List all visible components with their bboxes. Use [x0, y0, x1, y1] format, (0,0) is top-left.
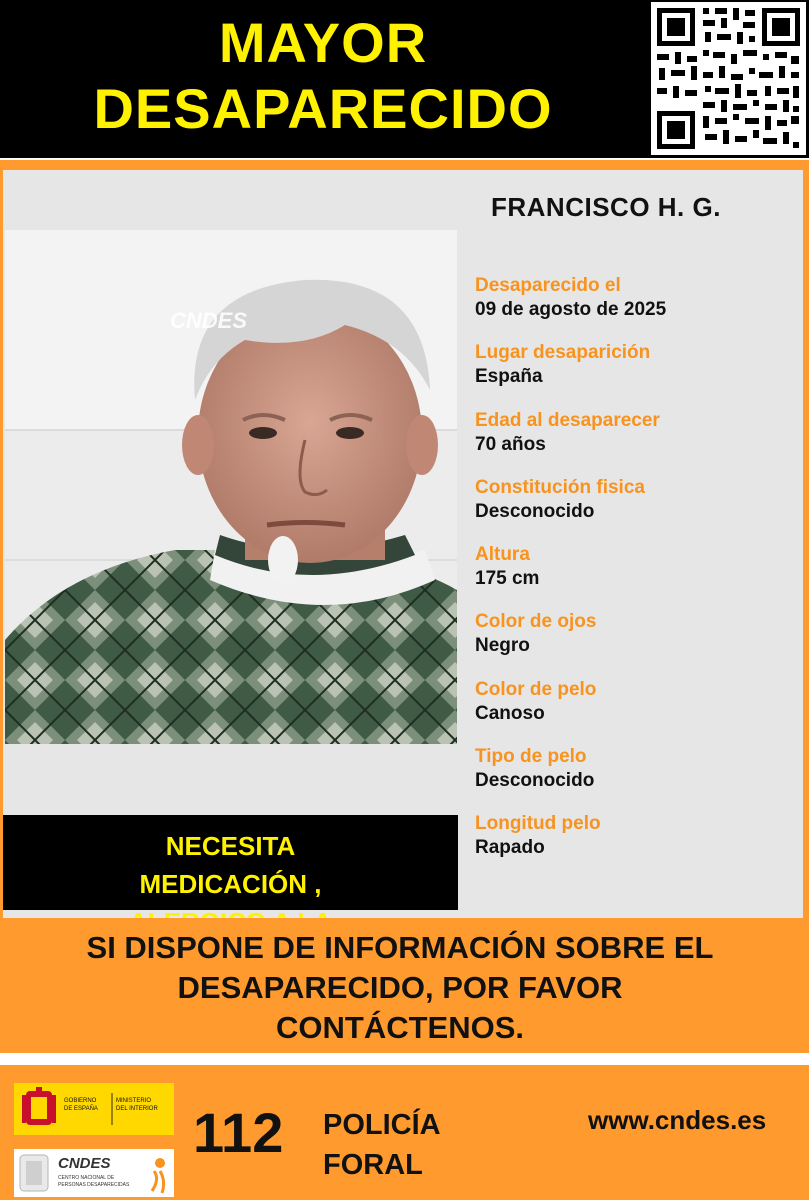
- website-link[interactable]: www.cndes.es: [588, 1105, 767, 1135]
- detail-height: [475, 543, 795, 610]
- page-title: [0, 10, 646, 142]
- detail-label: Tipo de pelo: [475, 746, 587, 768]
- detail-build: [475, 476, 795, 543]
- qr-code-icon[interactable]: [651, 2, 806, 155]
- detail-value: Desconocido: [475, 500, 595, 522]
- detail-value: Desconocido: [475, 770, 595, 792]
- info-panel: [3, 170, 803, 920]
- police-name: [323, 1105, 441, 1185]
- photo-watermark: CNDES: [170, 308, 248, 333]
- title-line-1: MAYOR: [218, 11, 428, 74]
- detail-label: Desaparecido el: [475, 275, 621, 296]
- detail-eye-color: [475, 610, 795, 677]
- cndes-name: CNDES: [58, 1155, 111, 1172]
- medication-line-1: NECESITA: [165, 831, 296, 861]
- gov-text-line-1: GOBIERNO: [64, 1098, 97, 1104]
- ministry-text-line-2: DEL INTERIOR: [116, 1106, 158, 1112]
- contact-line-2: DESAPARECIDO, POR FAVOR: [177, 970, 623, 1005]
- detail-label: Edad al desaparecer: [475, 409, 660, 431]
- detail-location: [475, 341, 795, 408]
- coat-of-arms-icon: [22, 1087, 56, 1125]
- person-name: FRANCISCO H. G.: [491, 192, 721, 222]
- footer-divider: [0, 1053, 809, 1065]
- contact-message: [30, 928, 770, 1048]
- detail-hair-type: [475, 745, 795, 812]
- medication-line-2: MEDICACIÓN ,: [139, 869, 322, 899]
- detail-label: Color de ojos: [475, 611, 597, 633]
- detail-value: España: [475, 366, 543, 388]
- detail-value: 175 cm: [475, 568, 540, 590]
- detail-label: Constitución fisica: [475, 476, 645, 498]
- person-photo: [5, 230, 457, 744]
- police-line-2: FORAL: [323, 1149, 423, 1181]
- detail-label: Longitud pelo: [475, 813, 601, 835]
- cndes-sub-line-2: PERSONAS DESAPARECIDAS: [58, 1182, 130, 1188]
- detail-label: Color de pelo: [475, 678, 597, 700]
- detail-hair-color: [475, 678, 795, 745]
- info-section: [0, 170, 809, 920]
- detail-value: 09 de agosto de 2025: [475, 299, 667, 320]
- detail-value: Canoso: [475, 702, 545, 724]
- detail-value: 70 años: [475, 433, 546, 455]
- detail-hair-length: [475, 812, 795, 879]
- details-list: [475, 274, 795, 880]
- detail-value: Negro: [475, 635, 530, 657]
- title-line-2: DESAPARECIDO: [93, 77, 553, 140]
- detail-missing-date: [475, 274, 795, 341]
- contact-line-1: SI DISPONE DE INFORMACIÓN SOBRE EL: [86, 930, 714, 965]
- cndes-sub-line-1: CENTRO NACIONAL DE: [58, 1175, 115, 1181]
- government-logo: [14, 1083, 174, 1135]
- header-banner: [0, 0, 809, 158]
- detail-label: Altura: [475, 544, 530, 566]
- coat-of-arms-icon: [20, 1155, 48, 1191]
- detail-value: Rapado: [475, 837, 545, 859]
- cndes-logo: [14, 1149, 174, 1197]
- medication-notice: [3, 815, 458, 910]
- footer: [0, 1065, 809, 1200]
- contact-banner: [0, 918, 809, 1053]
- police-line-1: POLICÍA: [323, 1109, 441, 1141]
- ministry-text-line-1: MINISTERIO: [116, 1098, 152, 1104]
- detail-age: [475, 409, 795, 476]
- emergency-number[interactable]: 112: [193, 1101, 284, 1164]
- gov-text-line-2: DE ESPAÑA: [64, 1106, 98, 1112]
- detail-label: Lugar desaparición: [475, 342, 651, 364]
- contact-line-3: CONTÁCTENOS.: [276, 1010, 524, 1045]
- orange-divider: [0, 160, 809, 170]
